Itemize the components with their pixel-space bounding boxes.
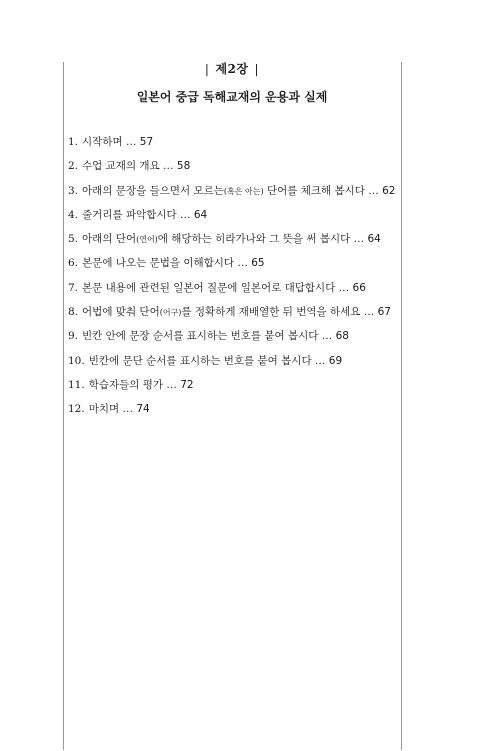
chapter-bar-right: | bbox=[254, 62, 260, 76]
toc-item-aside: (연어) bbox=[136, 235, 158, 245]
toc-item-text: 아래의 단어 bbox=[82, 233, 137, 246]
toc-item-page: 65 bbox=[251, 257, 265, 270]
toc-item[interactable] bbox=[68, 154, 398, 178]
toc-item-text: 본문 내용에 관련된 일본어 질문에 일본어로 대답합시다 … bbox=[82, 281, 350, 294]
toc-item-text: 본문에 나오는 문법을 이해합시다 … bbox=[82, 257, 248, 270]
toc-item[interactable] bbox=[68, 251, 398, 275]
toc-item-text: 시작하며 … bbox=[82, 136, 137, 148]
toc-item-aside: (혹은 아는) bbox=[223, 186, 264, 196]
toc-item-number: 8. bbox=[68, 306, 79, 319]
toc-item-text: 빈칸 안에 문장 순서를 표시하는 번호를 붙여 봅시다 … bbox=[82, 330, 333, 343]
toc-item-page: 69 bbox=[328, 354, 343, 367]
toc-item-page: 58 bbox=[176, 160, 191, 173]
left-margin-rule bbox=[63, 62, 64, 750]
right-margin-rule bbox=[401, 62, 402, 750]
toc-item-page: 66 bbox=[352, 281, 366, 294]
toc-item-number: 9. bbox=[68, 330, 79, 343]
toc-item[interactable] bbox=[68, 373, 398, 397]
toc-item[interactable] bbox=[68, 276, 398, 300]
toc-item[interactable] bbox=[68, 130, 398, 154]
chapter-label: 제2장 bbox=[215, 62, 249, 76]
toc-item-number: 4. bbox=[68, 208, 79, 221]
table-of-contents bbox=[68, 130, 398, 422]
toc-item[interactable] bbox=[68, 349, 398, 373]
toc-item[interactable] bbox=[68, 324, 398, 348]
toc-item-text: 마치며 … bbox=[88, 403, 133, 416]
toc-item-number: 12. bbox=[68, 403, 85, 416]
toc-item-aside: (어구) bbox=[159, 308, 182, 318]
toc-item-text: 빈칸에 문단 순서를 표시하는 번호를 붙여 봅시다 … bbox=[88, 354, 326, 367]
toc-item-number: 5. bbox=[68, 233, 79, 246]
toc-item-page: 67 bbox=[377, 306, 391, 319]
chapter-bar-left: | bbox=[204, 62, 210, 76]
toc-item-number: 1. bbox=[68, 136, 79, 148]
chapter-heading bbox=[0, 60, 464, 77]
toc-item-text: 아래의 문장을 들으면서 모르는 bbox=[82, 184, 224, 197]
toc-item-number: 3. bbox=[68, 184, 79, 197]
toc-item-page: 64 bbox=[193, 208, 208, 221]
toc-item-text-rest: 단어를 체크해 봅시다 … bbox=[263, 184, 379, 197]
toc-item-number: 2. bbox=[68, 160, 79, 173]
toc-item[interactable] bbox=[68, 179, 398, 203]
toc-item-page: 57 bbox=[139, 136, 154, 148]
toc-item-text-rest: 에 해당하는 히라가나와 그 뜻을 써 봅시다 … bbox=[157, 233, 365, 246]
toc-item-number: 6. bbox=[68, 257, 79, 270]
toc-item[interactable] bbox=[68, 300, 398, 324]
chapter-title: 일본어 중급 독해교재의 운용과 실제 bbox=[136, 90, 328, 104]
toc-item-page: 72 bbox=[180, 378, 194, 391]
toc-item-page: 74 bbox=[136, 403, 150, 416]
toc-item-number: 10. bbox=[68, 354, 85, 367]
toc-item-number: 11. bbox=[68, 378, 85, 391]
toc-item-text: 어법에 맞춰 단어 bbox=[82, 306, 160, 319]
toc-item-number: 7. bbox=[68, 281, 79, 294]
toc-item[interactable] bbox=[68, 203, 398, 227]
toc-item[interactable] bbox=[68, 397, 398, 421]
toc-item[interactable] bbox=[68, 227, 398, 251]
toc-item-text: 줄거리를 파악합시다 … bbox=[82, 208, 191, 221]
toc-item-page: 62 bbox=[382, 184, 396, 197]
toc-item-page: 64 bbox=[367, 233, 381, 246]
toc-item-text-rest: 를 정확하게 재배열한 뒤 번역을 하세요 … bbox=[181, 306, 375, 319]
toc-item-page: 68 bbox=[335, 330, 349, 343]
toc-item-text: 수업 교재의 개요 … bbox=[82, 160, 174, 173]
toc-item-text: 학습자들의 평가 … bbox=[88, 378, 177, 391]
